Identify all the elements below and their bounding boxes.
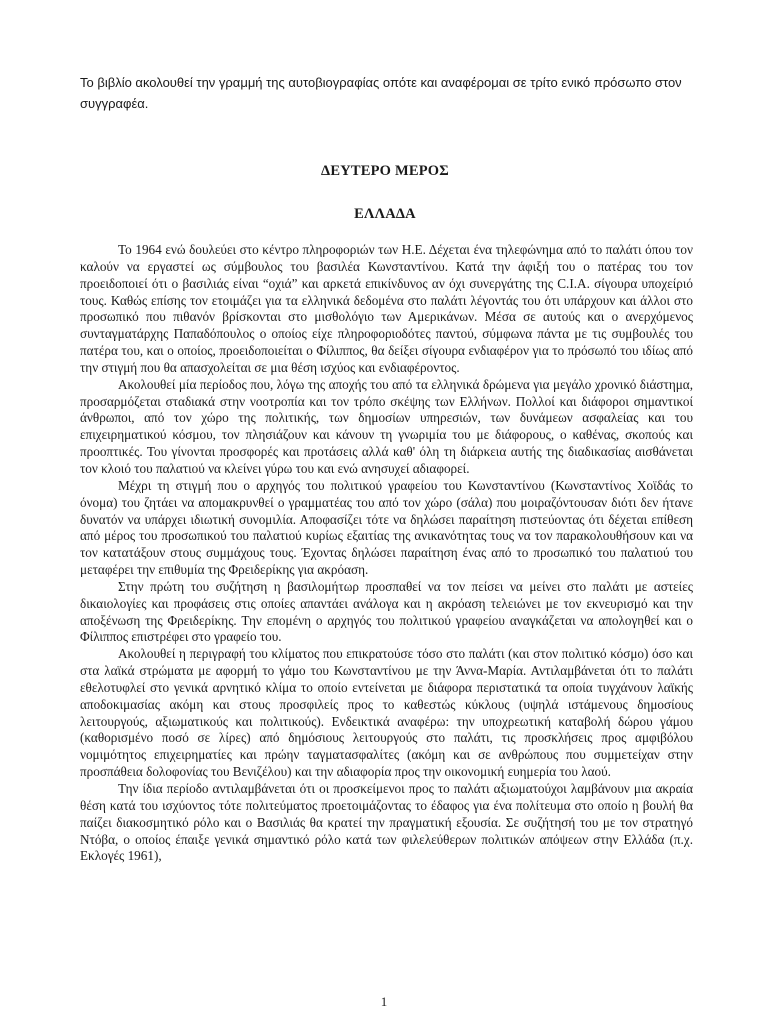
paragraph: Στην πρώτη του συζήτηση η βασιλομήτωρ προσπαθεί να τον πείσει να μείνει στο παλάτι με αστείες δικαιολογίες και προφάσεις στις οποίες απαντάει ανάλογα και η ακρόαση τελειώνει με τον εκνευρισμό και την αποξένωση της Φρειδερίκης. Την επομένη ο αρχηγός του πολιτικού γραφείου αναγκάζεται να απολογηθεί και ο Φίλιππος επιστρέφει στο γραφείο του. bbox=[80, 578, 693, 645]
page-number: 1 bbox=[380, 994, 388, 1009]
intro-note: Το βιβλίο ακολουθεί την γραμμή της αυτοβιογραφίας οπότε και αναφέρομαι σε τρίτο ενικό πρόσωπο στον συγγραφέα. bbox=[80, 75, 682, 111]
paragraph: Την ίδια περίοδο αντιλαμβάνεται ότι οι προσκείμενοι προς το παλάτι αξιωματούχοι λαμβάνουν μια ακραία θέση κατά του ισχύοντος τότε πολιτεύματος προετοιμάζοντας το έδαφος για ένα πολίτευμα στο οποίο η βουλή θα παίζει διακοσμητικό ρόλο και ο Βασιλιάς θα κρατεί την πραγματική εξουσία. Σε συζήτησή του με τον στρατηγό Ντόβα, ο οποίος έπαιξε γενικά σημαντικό ρόλο κατά των φιλελεύθερων πολιτικών απόψεων στην Ελλάδα (π.χ. Εκλογές 1961), bbox=[80, 781, 693, 864]
body-text bbox=[80, 242, 693, 865]
paragraph: Μέχρι τη στιγμή που ο αρχηγός του πολιτικού γραφείου του Κωνσταντίνου (Κωνσταντίνος Χοϊδάς το όνομα) του ζητάει να απομακρυνθεί ο γραμματέας του από τον χώρο (σάλα) που μοιραζόντουσαν διότι δεν ήτανε δυνατόν να υπάρχει ιδιωτική συνομιλία. Αποφασίζει τότε να δηλώσει παραίτηση πιστεύοντας ότι δέχεται επίθεση από μέρος του προσωπικού του παλατιού κυρίως εξαιτίας της ανικανότητας τους να τον παρακολουθήσουν και να τον κατατάξουν στους συμμάχους τους. Έχοντας δηλώσει παραίτηση ένας από το προσωπικό του παλατιού του μεταφέρει την επιθυμία της Φρειδερίκης για ακρόαση. bbox=[80, 477, 693, 578]
part-heading: ΔΕΥΤΕΡΟ ΜΕΡΟΣ bbox=[321, 163, 449, 179]
paragraph: Το 1964 ενώ δουλεύει στο κέντρο πληροφοριών των Η.Ε. Δέχεται ένα τηλεφώνημα από το παλάτι όπου τον καλούν να εργαστεί ως σύμβουλος του βασιλέα Κωνσταντίνου. Κατά την άφιξή του ο πατέρας του τον προειδοποιεί ότι ο βασιλιάς είναι “οχιά” και αρκετά επικίνδυνος αν όχι συνεργάτης της C.I.A. σίγουρα υποχείριό τους. Καθώς επίσης τον ετοιμάζει για τα ελληνικά δεδομένα στο παλάτι λέγοντάς του ότι υπάρχουν και άλλοι στο προσωπικό που πιθανόν βρίσκονται στο μισθολόγιο των Αμερικάνων. Μέσα σε αυτούς και ο ανερχόμενος συνταγματάρχης Παπαδόπουλος ο οποίος είχε πληροφοριοδότες παντού, σύμφωνα πάντα με τις συμβουλές του πατέρα του, και ο οποίος, προειδοποιείται ο Φίλιππος, θα δείξει σίγουρα ενδιαφέρον για το πρόσωπό του ιδίως από την στιγμή που θα απασχολείται σε μια θέση ισχύος και ενδιαφέροντος. bbox=[80, 242, 693, 375]
paragraph: Ακολουθεί η περιγραφή του κλίματος που επικρατούσε τόσο στο παλάτι (και στον πολιτικό κόσμο) όσο και στα λαϊκά στρώματα με αφορμή το γάμο του Κωνσταντίνου με την Άννα-Μαρία. Αντιλαμβάνεται ότι το παλάτι εθελοτυφλεί στο γενικά αρνητικό κλίμα το οποίο εντείνεται με διάφορα περιστατικά τα οποία τυγχάνουν λαϊκής αποδοκιμασίας ακόμη και στους προσφιλείς προς το καθεστώς κύκλους (υψηλά ιστάμενους δημοσίους λειτουργούς, αξιωματικούς και πολιτικούς). Ενδεικτικά αναφέρω: την υποχρεωτική καταβολή δώρου γάμου (καθορισμένο ποσό σε λίρες) από δημόσιους λειτουργούς στο παλάτι, τις προσκλήσεις προς αμφιβόλου νομιμότητος επιχειρηματίες και πρώην ταγματασφαλίτες (ακόμη και σε ανθρώπους που συμμετείχαν στην προσπάθεια δολοφονίας του Βενιζέλου) και την αδιαφορία προς την οικονομική ευημερία του λαού. bbox=[80, 646, 693, 780]
country-heading: ΕΛΛΑΔΑ bbox=[354, 206, 416, 222]
paragraph: Ακολουθεί μία περίοδος που, λόγω της αποχής του από τα ελληνικά δρώμενα για μεγάλο χρονικό διάστημα, προσαρμόζεται σταδιακά στην νοοτροπία και τον τρόπο σκέψης των Ελλήνων. Πολλοί και διάφοροι σημαντικοί άνθρωποι, από τον χώρο της πολιτικής, των δημοσίων υπηρεσιών, των δυνάμεων ασφαλείας και του επιχειρηματικού κόσμου, τον πλησιάζουν και κάνουν τη γνωριμία του με διάφορους, ο καθένας, σκοπούς και προοπτικές. Του γίνονται προσφορές και προτάσεις αλλά καθ' όλη τη διάρκεια αυτής της διαδικασίας αισθάνεται τον κλοιό του παλατιού να κλείνει γύρω του και ενώ ανησυχεί αδιαφορεί. bbox=[80, 376, 693, 476]
